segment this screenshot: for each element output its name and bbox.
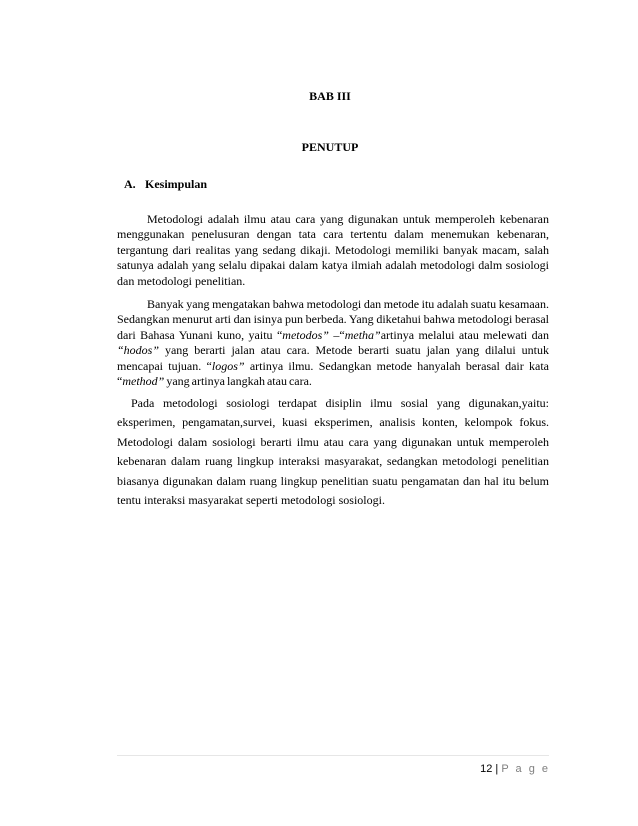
section-heading: [124, 177, 207, 192]
section-number: A.: [124, 177, 136, 191]
paragraph-2-text-6: yang artinya langkah atau cara.: [164, 374, 312, 389]
chapter-number: BAB III: [309, 89, 351, 103]
paragraph-2-text-2: –“: [328, 327, 345, 342]
term-hodos: “hodos”: [117, 343, 160, 358]
term-method: method”: [122, 374, 165, 389]
footer-divider: [117, 755, 549, 756]
chapter-title: PENUTUP: [301, 140, 359, 154]
term-metha: metha”: [344, 327, 381, 342]
paragraph-2-text-3: artinya melalui atau melewati dan: [380, 327, 549, 342]
page-footer: [480, 763, 550, 775]
page-number: 12: [480, 763, 493, 775]
footer-separator: |: [495, 763, 499, 775]
paragraph-2: [117, 297, 549, 389]
section-title: Kesimpulan: [145, 177, 208, 191]
paragraph-2-text-4: yang berarti jalan atau cara. Metode berarti suatu jalan yang dilalui untuk mencapai tujuan. “: [117, 343, 549, 373]
paragraph-2-text-1: Banyak yang mengatakan bahwa metodologi dan metode itu adalah suatu kesamaan. Sedangkan menurut arti dan isinya pun berbeda. Yang diketahui bahwa metodologi berasal dari Bahasa Yunani kuno, yaitu “: [117, 297, 549, 342]
term-metodos: metodos”: [282, 327, 329, 342]
term-logos: logos”: [211, 358, 245, 373]
page-label: P a g e: [501, 763, 550, 775]
paragraph-3: Pada metodologi sosiologi terdapat disiplin ilmu sosial yang digunakan,yaitu: eksperimen, pengamatan,survei, kuasi eksperimen, analisis konten, kelompok fokus. Metodologi dalam sosiologi berarti ilmu atau cara yang digunakan untuk memperoleh kebenaran dalam ruang lingkup interaksi masyarakat, sedangkan metodologi penelitian biasanya digunakan dalam ruang lingkup penelitian suatu pengamatan dan hal itu belum tentu interaksi masyarakat seperti metodologi sosiologi.: [117, 396, 549, 508]
paragraph-2-text-5: artinya ilmu. Sedangkan metode hanyalah berasal dair kata “: [117, 358, 549, 389]
paragraph-1: Metodologi adalah ilmu atau cara yang digunakan untuk memperoleh kebenaran menggunakan penelusuran dengan tata cara tertentu dalam menemukan kebenaran, tergantung dari realitas yang sedang dikaji. Metodologi memiliki banyak macam, salah satunya adalah yang selalu dipakai dalam katya ilmiah adalah metodologi dalm sosiologi dan metodologi penelitian.: [117, 212, 549, 288]
